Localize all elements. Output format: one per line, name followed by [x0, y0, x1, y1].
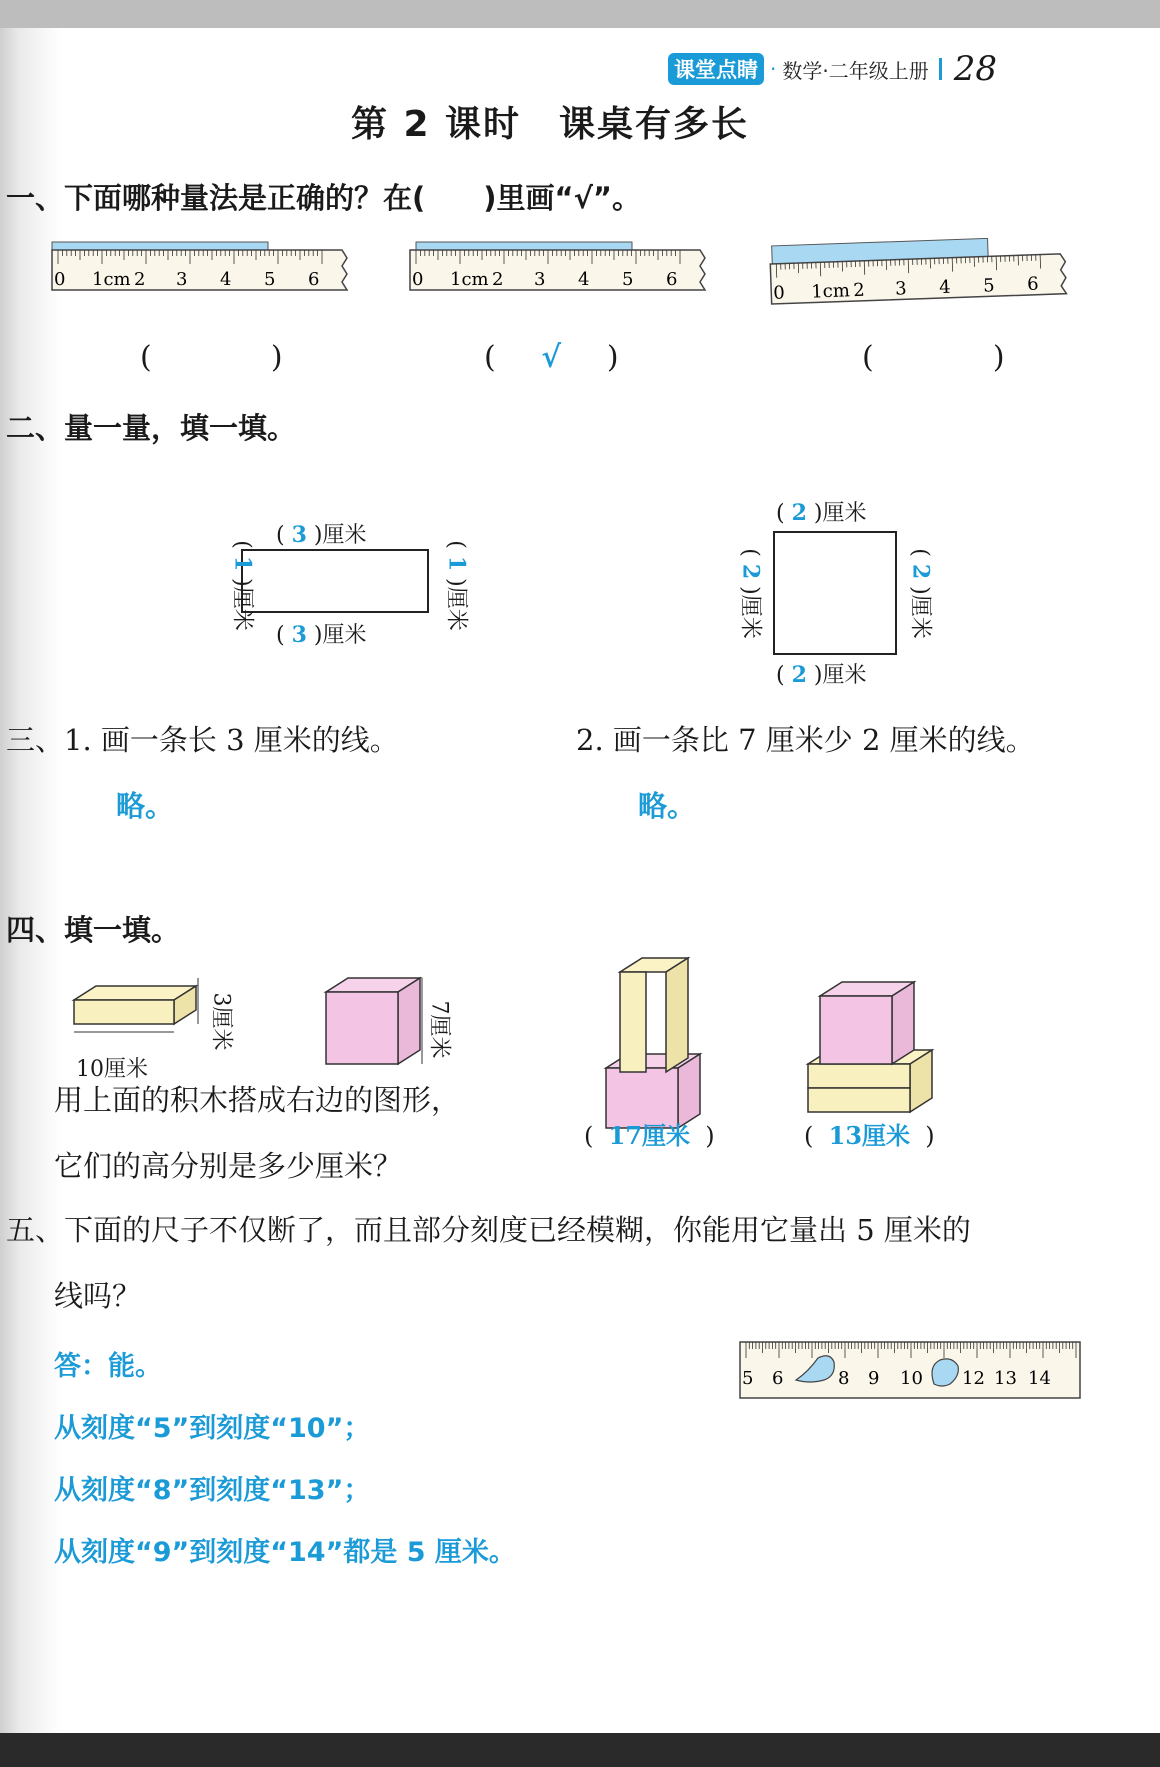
block1-height-label: 3厘米 — [208, 992, 234, 1051]
svg-text:12: 12 — [962, 1368, 985, 1389]
brand-badge: 课堂点睛 — [668, 53, 764, 85]
choice-1-open: ( — [140, 340, 152, 375]
pink-cube — [326, 978, 422, 1064]
square-top-unit: 厘米 — [822, 501, 867, 526]
ruler-a — [52, 242, 347, 290]
page-number: 28 — [953, 49, 997, 89]
choice-3-open: ( — [862, 340, 874, 375]
svg-text:6: 6 — [666, 269, 678, 290]
svg-text:9: 9 — [868, 1368, 880, 1389]
square-top-value: 2 — [791, 500, 807, 526]
header-dot: · — [770, 57, 777, 81]
svg-text:5: 5 — [622, 269, 634, 290]
rect-left-unit: 厘米 — [229, 586, 255, 631]
svg-text:13: 13 — [994, 1368, 1017, 1389]
choice-2-answer: √ — [541, 340, 562, 375]
svg-text:1cm: 1cm — [92, 269, 131, 290]
q4-prompt: 四、填一填。 — [6, 913, 181, 947]
choice-2-close: ) — [606, 340, 619, 375]
ruler-b — [410, 242, 705, 290]
square-right-value: 2 — [907, 563, 934, 580]
square-bottom-label: ( 2 )厘米 — [776, 662, 867, 688]
header-divider — [939, 58, 942, 80]
header-subtitle: 数学·二年级上册 — [782, 58, 929, 83]
svg-text:6: 6 — [772, 1368, 784, 1389]
q5-answer-1: 答：能。 — [54, 1351, 162, 1382]
choice-1-close: ) — [270, 340, 283, 375]
square-left-value: 2 — [737, 563, 764, 580]
svg-text:4: 4 — [220, 269, 232, 290]
choice-1[interactable] — [140, 340, 283, 375]
ruler-c — [770, 238, 1067, 304]
svg-text:3: 3 — [534, 269, 546, 290]
rect-bottom-label: ( 3 )厘米 — [276, 622, 367, 648]
q2-prompt: 二、量一量，填一填。 — [6, 411, 297, 445]
q5-broken-ruler — [738, 1340, 1084, 1406]
square-bottom-unit: 厘米 — [822, 663, 867, 688]
svg-text:5: 5 — [982, 275, 995, 297]
q2-square-figure — [770, 528, 900, 658]
q3-answer1: 略。 — [116, 789, 175, 823]
svg-text:2: 2 — [492, 269, 504, 290]
square-right-unit: 厘米 — [907, 594, 933, 639]
rect-bottom-unit: 厘米 — [322, 623, 367, 648]
choice-2[interactable] — [484, 340, 619, 375]
choice-2-open: ( — [484, 340, 496, 375]
q4-answer2-paren[interactable]: ( 13厘米 ) — [804, 1121, 935, 1150]
q1-rulers — [40, 238, 1080, 348]
page-header — [668, 49, 997, 89]
stack-left — [606, 958, 700, 1128]
q5-answer-3: 从刻度“8”到刻度“13”； — [54, 1475, 371, 1506]
q4-answer1: 17厘米 — [608, 1121, 691, 1150]
q4-line1: 用上面的积木搭成右边的图形， — [54, 1083, 461, 1117]
svg-text:2: 2 — [852, 279, 866, 302]
svg-text:6: 6 — [308, 269, 320, 290]
q5-prompt: 五、下面的尺子不仅断了，而且部分刻度已经模糊，你能用它量出 5 厘米的 — [6, 1213, 971, 1247]
svg-text:3: 3 — [176, 269, 188, 290]
square-left-label: ( 2 )厘米 — [737, 548, 764, 639]
svg-text:5: 5 — [742, 1368, 754, 1389]
yellow-block — [74, 978, 198, 1032]
rect-top-label: ( 3 )厘米 — [276, 522, 367, 548]
block1-width-label: 10厘米 — [76, 1057, 148, 1082]
svg-text:4: 4 — [578, 269, 590, 290]
top-margin — [0, 0, 1160, 28]
svg-text:8: 8 — [838, 1368, 850, 1389]
choice-3[interactable] — [862, 340, 1005, 375]
bottom-margin — [0, 1733, 1160, 1767]
stack-right — [808, 982, 932, 1112]
rect-left-value: 1 — [229, 555, 256, 572]
rect-right-label: ( 1 )厘米 — [443, 540, 470, 631]
svg-text:0: 0 — [412, 269, 424, 290]
svg-text:1cm: 1cm — [810, 280, 851, 303]
svg-text:6: 6 — [1026, 273, 1039, 296]
square-right-label: ( 2 )厘米 — [907, 548, 934, 639]
workbook-page — [0, 28, 1160, 1733]
rect-bottom-value: 3 — [291, 622, 307, 648]
q4-answer1-paren[interactable]: ( 17厘米 ) — [584, 1121, 715, 1150]
rect-top-value: 3 — [291, 522, 307, 548]
block2-height-label: 7厘米 — [426, 1000, 452, 1059]
svg-text:3: 3 — [894, 278, 908, 300]
q4-answer2: 13厘米 — [828, 1121, 911, 1150]
q5-answer-2: 从刻度“5”到刻度“10”； — [54, 1413, 371, 1444]
rect-left-label: ( 1 )厘米 — [229, 540, 256, 631]
square-bottom-value: 2 — [791, 662, 807, 688]
svg-text:14: 14 — [1028, 1368, 1051, 1389]
q1-prompt: 一、下面哪种量法是正确的？在( )里画“√”。 — [6, 181, 641, 215]
svg-text:10: 10 — [900, 1368, 923, 1389]
q4-line2: 它们的高分别是多少厘米？ — [54, 1149, 403, 1183]
svg-text:0: 0 — [54, 269, 66, 290]
svg-text:2: 2 — [134, 269, 146, 290]
q4-stacked-figures — [580, 938, 950, 1138]
square-left-unit: 厘米 — [737, 594, 763, 639]
rect-right-unit: 厘米 — [443, 586, 469, 631]
rect-right-value: 1 — [443, 555, 470, 572]
q5-answer-4: 从刻度“9”到刻度“14”都是 5 厘米。 — [54, 1537, 516, 1568]
svg-text:4: 4 — [938, 276, 952, 299]
svg-text:0: 0 — [772, 282, 786, 304]
q3-part1: 三、1. 画一条长 3 厘米的线。 — [6, 723, 399, 757]
svg-text:1cm: 1cm — [450, 269, 489, 290]
lesson-title: 第 2 课时 课桌有多长 — [350, 104, 750, 145]
q3-answer2: 略。 — [638, 789, 697, 823]
svg-text:5: 5 — [264, 269, 276, 290]
q5-prompt2: 线吗？ — [54, 1279, 142, 1313]
rect-top-unit: 厘米 — [322, 523, 367, 548]
q3-part2: 2. 画一条比 7 厘米少 2 厘米的线。 — [576, 723, 1035, 757]
choice-3-close: ) — [992, 340, 1005, 375]
square-top-label: ( 2 )厘米 — [776, 500, 867, 526]
